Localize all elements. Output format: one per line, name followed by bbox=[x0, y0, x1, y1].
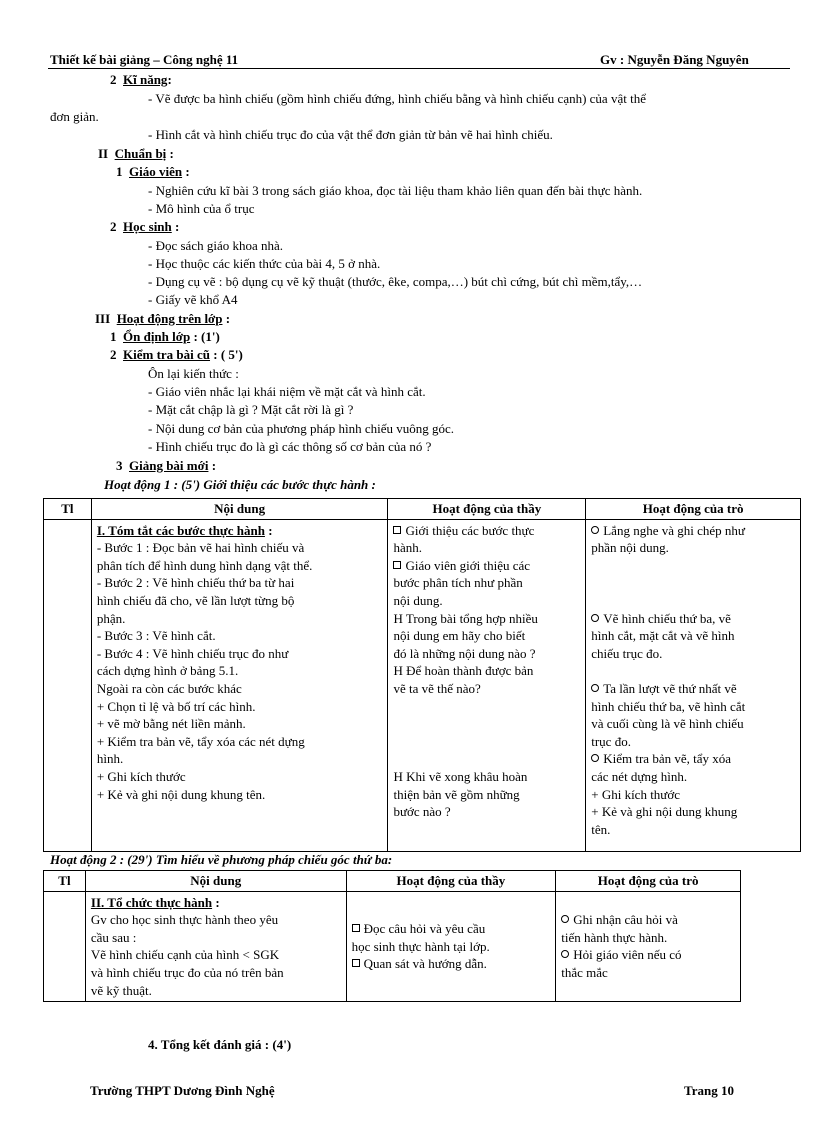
student-line: chiếu trục đo. bbox=[591, 645, 663, 661]
student-line: + Ghi kích thước bbox=[591, 786, 680, 802]
student-line: thắc mắc bbox=[561, 964, 608, 980]
footer-right: Trang 10 bbox=[684, 1083, 734, 1098]
activity2-body-row bbox=[44, 891, 741, 1002]
teacher-line: bước nào ? bbox=[393, 804, 451, 820]
new-lesson-heading: 3 Giảng bài mới : bbox=[116, 458, 217, 473]
content-cell bbox=[91, 519, 388, 851]
check-line-3: - Mặt cắt chập là gì ? Mặt cắt rời là gì ? bbox=[148, 402, 354, 417]
student-line: hình chiếu thứ ba, vẽ hình cắt bbox=[591, 698, 746, 714]
student-cell bbox=[556, 891, 741, 1002]
content-line: + Chọn tỉ lệ và bố trí các hình. bbox=[96, 698, 256, 714]
teacher-line: Quan sát và hướng dẫn. bbox=[352, 955, 551, 973]
teacher-line: vẽ ta vẽ thế nào? bbox=[393, 680, 481, 696]
square-bullet-icon bbox=[352, 959, 360, 967]
content-line: Vẽ hình chiếu cạnh của hình < SGK bbox=[90, 947, 280, 963]
content-cell bbox=[85, 891, 346, 1002]
teacher-cell bbox=[346, 891, 556, 1002]
teacher-line: Giới thiệu các bước thực bbox=[393, 522, 580, 540]
col-teacher: Hoạt động của thầy bbox=[346, 871, 556, 892]
activity2-table bbox=[43, 870, 741, 1002]
teacher-line-1: - Nghiên cứu kĩ bài 3 trong sách giáo khoa, đọc tài liệu tham khảo liên quan đến bài thực hành. bbox=[148, 183, 643, 198]
footer-left: Trường THPT Dương Đình Nghệ bbox=[90, 1083, 275, 1098]
col-tl: Tl bbox=[44, 871, 86, 892]
teacher-heading: 1 Giáo viên : bbox=[116, 164, 190, 179]
teacher-cell bbox=[388, 519, 586, 851]
col-teacher: Hoạt động của thầy bbox=[388, 499, 586, 520]
content-line: Ngoài ra còn các bước khác bbox=[96, 680, 242, 696]
col-content: Nội dung bbox=[85, 871, 346, 892]
activity1-title: Hoạt động 1 : (5') Giới thiệu các bước thực hành : bbox=[104, 477, 376, 492]
content-line: hình chiếu đã cho, vẽ lần lượt từng bộ bbox=[96, 592, 295, 608]
tl-cell bbox=[44, 519, 92, 851]
header-left: Thiết kế bài giảng – Công nghệ 11 bbox=[50, 52, 239, 67]
student-line: Ghi nhận câu hỏi và bbox=[561, 911, 735, 929]
check-line-4: - Nội dung cơ bản của phương pháp hình chiếu vuông góc. bbox=[148, 421, 455, 436]
content-line: + Ghi kích thước bbox=[96, 768, 186, 784]
square-bullet-icon bbox=[352, 924, 360, 932]
square-bullet-icon bbox=[393, 526, 401, 534]
content-line: phân tích để hình dung hình dạng vật thể. bbox=[96, 557, 313, 573]
skills-line-3: - Hình cắt và hình chiếu trục đo của vật thể đơn giản từ bản vẽ hai hình chiếu. bbox=[148, 127, 553, 142]
square-bullet-icon bbox=[393, 561, 401, 569]
activity2-header-row bbox=[44, 871, 741, 892]
teacher-line bbox=[393, 715, 580, 733]
col-student: Hoạt động của trò bbox=[586, 499, 801, 520]
content-line: + Kẻ và ghi nội dung khung tên. bbox=[96, 786, 266, 802]
student-line bbox=[591, 662, 795, 680]
student-cell bbox=[586, 519, 801, 851]
teacher-line: H Trong bài tổng hợp nhiều bbox=[393, 610, 538, 626]
content-line: phận. bbox=[96, 610, 126, 626]
content-line: + vẽ mờ bằng nét liền mảnh. bbox=[96, 716, 246, 732]
teacher-line: Giáo viên giới thiệu các bbox=[393, 557, 580, 575]
teacher-line: học sinh thực hành tại lớp. bbox=[351, 938, 490, 954]
col-content: Nội dung bbox=[91, 499, 388, 520]
content-line: - Bước 2 : Vẽ hình chiếu thứ ba từ hai bbox=[96, 575, 295, 591]
teacher-line: hành. bbox=[393, 540, 422, 556]
teacher-line: thiện bản vẽ gồm những bbox=[393, 786, 520, 802]
skills-heading: 2 Kĩ năng: bbox=[110, 72, 172, 87]
student-line-4: - Giấy vẽ khổ A4 bbox=[148, 292, 238, 307]
teacher-line: Đọc câu hỏi và yêu cầu bbox=[352, 920, 551, 938]
student-line bbox=[591, 574, 795, 592]
student-line: Vẽ hình chiếu thứ ba, vẽ bbox=[591, 610, 795, 628]
check-line-5: - Hình chiếu trục đo là gì các thông số cơ bản của nó ? bbox=[148, 439, 432, 454]
student-line: các nét dựng hình. bbox=[591, 768, 688, 784]
content-heading: II. Tổ chức thực hành : bbox=[90, 894, 220, 910]
teacher-line: bước phân tích như phần bbox=[393, 575, 523, 591]
student-line: Hỏi giáo viên nếu có bbox=[561, 946, 735, 964]
content-line: cách dựng hình ở bảng 5.1. bbox=[96, 663, 239, 679]
activities-heading: III Hoạt động trên lớp : bbox=[95, 311, 231, 326]
activity2-title: Hoạt động 2 : (29') Tìm hiểu về phương pháp chiếu góc thứ ba: bbox=[50, 852, 393, 867]
content-line: - Bước 1 : Đọc bản vẽ hai hình chiếu và bbox=[96, 540, 305, 556]
circle-bullet-icon bbox=[591, 526, 599, 534]
content-heading: I. Tóm tắt các bước thực hành : bbox=[96, 522, 273, 538]
summary-heading: 4. Tổng kết đánh giá : (4') bbox=[148, 1037, 292, 1052]
student-line-3: - Dụng cụ vẽ : bộ dụng cụ vẽ kỹ thuật (thước, êke, compa,…) bút chì cứng, bút chì mềm,tẩy,… bbox=[148, 274, 643, 289]
teacher-line bbox=[393, 698, 580, 716]
teacher-line: nội dung. bbox=[393, 592, 443, 608]
check-line-1: Ôn lại kiến thức : bbox=[148, 366, 239, 381]
student-line: Kiểm tra bản vẽ, tẩy xóa bbox=[591, 750, 795, 768]
student-line-1: - Đọc sách giáo khoa nhà. bbox=[148, 238, 284, 253]
student-line: trục đo. bbox=[591, 733, 631, 749]
student-line: tên. bbox=[591, 821, 611, 837]
student-line bbox=[591, 557, 795, 575]
activity1-body-row bbox=[44, 519, 801, 851]
check-line-2: - Giáo viên nhắc lại khái niệm về mặt cắt và hình cắt. bbox=[148, 384, 426, 399]
teacher-line: H Khi vẽ xong khâu hoàn bbox=[393, 768, 528, 784]
content-line: hình. bbox=[96, 751, 124, 767]
activity1-table bbox=[43, 498, 801, 852]
content-line: - Bước 4 : Vẽ hình chiếu trục đo như bbox=[96, 645, 289, 661]
teacher-line: đó là những nội dung nào ? bbox=[393, 645, 536, 661]
col-student: Hoạt động của trò bbox=[556, 871, 741, 892]
student-line-2: - Học thuộc các kiến thức của bài 4, 5 ở nhà. bbox=[148, 256, 381, 271]
circle-bullet-icon bbox=[591, 754, 599, 762]
circle-bullet-icon bbox=[561, 950, 569, 958]
skills-line-1: - Vẽ được ba hình chiếu (gồm hình chiếu đứng, hình chiếu bằng và hình chiếu cạnh) của vật thể bbox=[148, 91, 646, 106]
prep-heading: II Chuẩn bị : bbox=[98, 146, 174, 161]
student-line bbox=[591, 592, 795, 610]
activity1-header-row bbox=[44, 499, 801, 520]
teacher-line: H Để hoàn thành được bản bbox=[393, 663, 534, 679]
content-line: - Bước 3 : Vẽ hình cắt. bbox=[96, 628, 216, 644]
student-line: và cuối cùng là vẽ hình chiếu bbox=[591, 716, 744, 732]
teacher-line-2: - Mô hình của ổ trục bbox=[148, 201, 255, 216]
teacher-line bbox=[393, 750, 580, 768]
circle-bullet-icon bbox=[591, 684, 599, 692]
student-line: hình cắt, mặt cắt và vẽ hình bbox=[591, 628, 735, 644]
circle-bullet-icon bbox=[591, 614, 599, 622]
content-line: vẽ kỹ thuật. bbox=[90, 982, 152, 998]
content-line: Gv cho học sinh thực hành theo yêu bbox=[90, 912, 279, 928]
circle-bullet-icon bbox=[561, 915, 569, 923]
student-line: phần nội dung. bbox=[591, 540, 669, 556]
content-line: cầu sau : bbox=[90, 929, 137, 945]
content-line: và hình chiếu trục đo của nó trên bản bbox=[90, 964, 284, 980]
student-heading: 2 Học sinh : bbox=[110, 219, 180, 234]
student-line: Ta lần lượt vẽ thứ nhất vẽ bbox=[591, 680, 795, 698]
header-right: Gv : Nguyễn Đăng Nguyên bbox=[600, 52, 749, 67]
teacher-line bbox=[393, 733, 580, 751]
check-heading: 2 Kiểm tra bài cũ : ( 5') bbox=[110, 347, 243, 362]
col-tl: Tl bbox=[44, 499, 92, 520]
student-line: + Kẻ và ghi nội dung khung bbox=[591, 804, 738, 820]
content-line: + Kiểm tra bản vẽ, tẩy xóa các nét dựng bbox=[96, 733, 305, 749]
skills-line-2: đơn giản. bbox=[50, 109, 99, 124]
student-line: Lắng nghe và ghi chép như bbox=[591, 522, 795, 540]
tl-cell bbox=[44, 891, 86, 1002]
student-line: tiến hành thực hành. bbox=[561, 929, 668, 945]
header-rule bbox=[48, 68, 790, 69]
stable-heading: 1 Ổn định lớp : (1') bbox=[110, 329, 220, 344]
teacher-line: nội dung em hãy cho biết bbox=[393, 628, 526, 644]
